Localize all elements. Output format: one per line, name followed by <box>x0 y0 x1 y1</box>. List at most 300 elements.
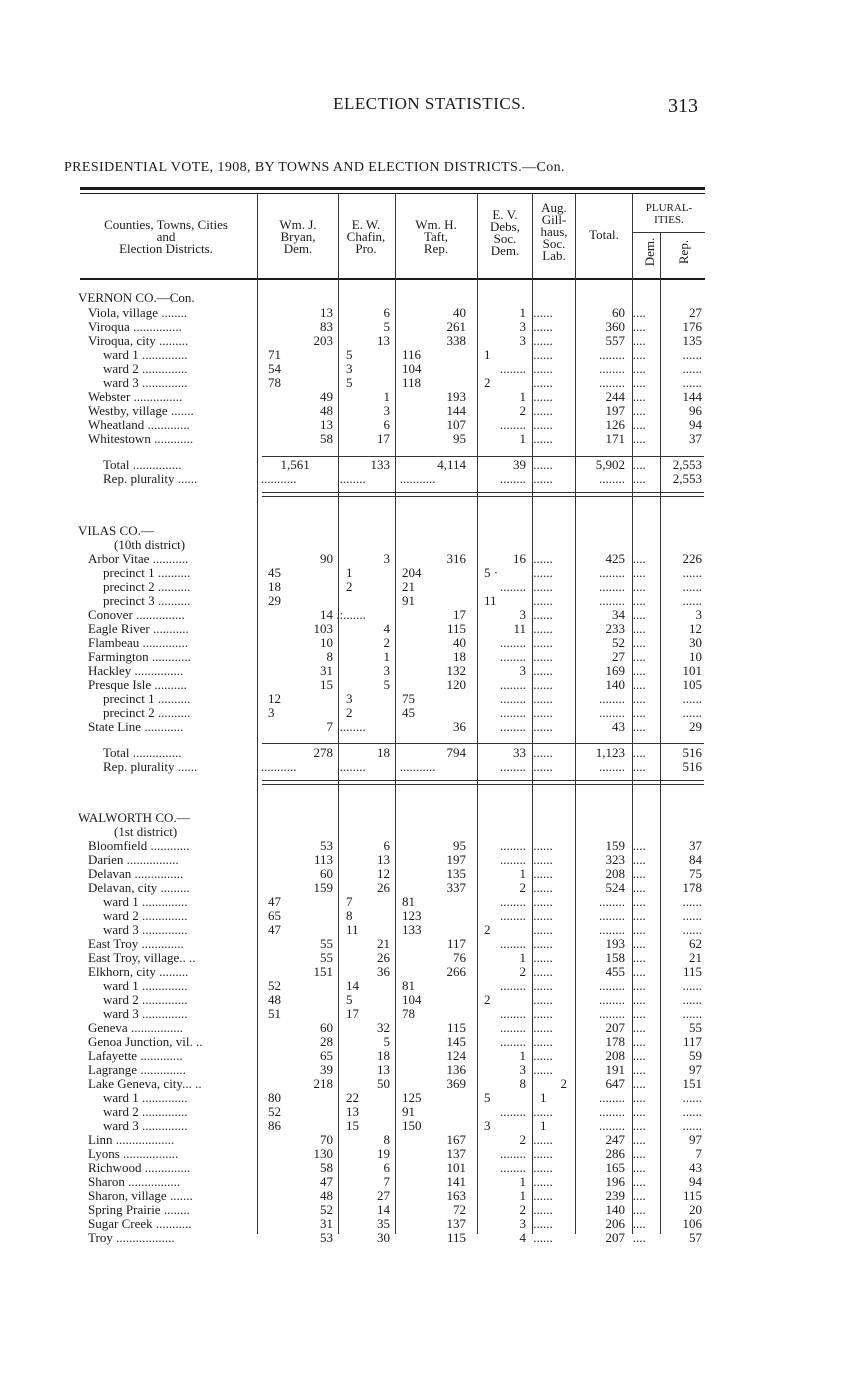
cell-total: ........ <box>599 1104 625 1119</box>
cell-taft: 132 <box>446 663 466 678</box>
cell-pdem: .... <box>632 1104 646 1119</box>
cell-chafin: 5 <box>346 992 353 1007</box>
cell-taft: 118 <box>402 375 422 390</box>
cell-debs: ........ <box>500 1020 526 1035</box>
cell-taft: 104 <box>402 361 422 376</box>
cell-taft: 125 <box>402 1090 422 1105</box>
cell-total: ........ <box>599 759 625 774</box>
cell-chafin: 8 <box>383 1132 390 1147</box>
cell-prep: 96 <box>689 403 702 418</box>
table-row <box>0 692 859 706</box>
row-label: (1st district) <box>114 824 178 839</box>
cell-pdem: .... <box>632 719 646 734</box>
cell-pdem: .... <box>632 880 646 895</box>
cell-total: 524 <box>605 880 625 895</box>
cell-total: 34 <box>612 607 625 622</box>
vilas-total-rule <box>262 743 704 744</box>
cell-taft: 107 <box>446 417 466 432</box>
cell-total: ........ <box>599 471 625 486</box>
cell-bryan: 48 <box>268 992 281 1007</box>
table-row <box>0 979 859 993</box>
page-header <box>0 94 859 118</box>
cell-gill: ...... <box>533 361 553 376</box>
cell-pdem: .... <box>632 1230 646 1245</box>
cell-bryan: 55 <box>320 950 333 965</box>
cell-taft: 101 <box>446 1160 466 1175</box>
cell-prep: ...... <box>682 922 702 937</box>
row-label: ward 1 .............. <box>103 894 188 909</box>
cell-taft: 167 <box>446 1132 466 1147</box>
cell-prep: 97 <box>689 1132 702 1147</box>
cell-gill: ...... <box>533 579 553 594</box>
cell-prep: 516 <box>682 759 702 774</box>
cell-gill: ...... <box>533 593 553 608</box>
cell-gill: ...... <box>533 936 553 951</box>
cell-pdem: .... <box>632 1160 646 1175</box>
cell-pdem: .... <box>632 852 646 867</box>
cell-taft: 21 <box>402 579 415 594</box>
cell-pdem: .... <box>632 593 646 608</box>
cell-pdem: .... <box>632 1076 646 1091</box>
cell-prep: 7 <box>695 1146 702 1161</box>
cell-chafin: 18 <box>377 1048 390 1063</box>
cell-prep: 10 <box>689 649 702 664</box>
cell-gill: ...... <box>533 745 553 760</box>
cell-pdem: .... <box>632 607 646 622</box>
cell-gill: ...... <box>533 649 553 664</box>
cell-chafin: 3 <box>346 361 353 376</box>
cell-taft: 120 <box>446 677 466 692</box>
cell-total: 196 <box>605 1174 625 1189</box>
cell-gill: ...... <box>533 635 553 650</box>
row-label: precinct 2 .......... <box>103 705 191 720</box>
row-label: ward 3 .............. <box>103 922 188 937</box>
cell-taft: 91 <box>402 593 415 608</box>
vernon-double-rule <box>262 492 704 497</box>
header-bryan: Wm. J. Bryan, Dem. <box>279 217 317 256</box>
cell-chafin: 50 <box>377 1076 390 1091</box>
table-row <box>0 458 859 472</box>
cell-total: 360 <box>605 319 625 334</box>
header-chafin: E. W. Chafin, Pro. <box>346 217 386 256</box>
row-label: Total ............... <box>103 457 182 472</box>
cell-gill: ...... <box>533 1146 553 1161</box>
table-row <box>0 881 859 895</box>
table-row <box>0 1077 859 1091</box>
cell-prep: ...... <box>682 579 702 594</box>
cell-prep: 3 <box>695 607 702 622</box>
cell-total: 1,123 <box>595 745 625 760</box>
table-row <box>0 1063 859 1077</box>
cell-prep: 20 <box>689 1202 702 1217</box>
cell-pdem: .... <box>632 361 646 376</box>
cell-taft: 40 <box>453 635 466 650</box>
cell-pdem: .... <box>632 417 646 432</box>
cell-bryan: 1,561 <box>280 457 310 472</box>
cell-debs: 1 <box>519 1188 526 1203</box>
cell-chafin: 26 <box>377 880 390 895</box>
cell-taft: 261 <box>446 319 466 334</box>
cell-debs: 2 <box>519 880 526 895</box>
row-label: Viroqua, city ......... <box>88 333 189 348</box>
row-label: ward 2 .............. <box>103 361 188 376</box>
table-row <box>0 1133 859 1147</box>
cell-chafin: 36 <box>377 964 390 979</box>
cell-debs: 1 <box>519 1174 526 1189</box>
cell-gill: ...... <box>533 922 553 937</box>
page-title: ELECTION STATISTICS. <box>333 94 526 113</box>
cell-gill: ...... <box>533 551 553 566</box>
cell-gill: ...... <box>533 1034 553 1049</box>
table-row <box>0 720 859 734</box>
cell-gill: ...... <box>533 1006 553 1021</box>
cell-pdem: .... <box>632 992 646 1007</box>
cell-debs: ........ <box>500 936 526 951</box>
cell-prep: ...... <box>682 593 702 608</box>
cell-total: ........ <box>599 894 625 909</box>
cell-taft: 150 <box>402 1118 422 1133</box>
row-label: Lyons ................. <box>88 1146 179 1161</box>
table-row <box>0 1147 859 1161</box>
cell-taft: 141 <box>446 1174 466 1189</box>
cell-taft: 266 <box>446 964 466 979</box>
row-label: ward 3 .............. <box>103 1118 188 1133</box>
table-row <box>0 1203 859 1217</box>
cell-chafin: 26 <box>377 950 390 965</box>
cell-gill: ...... <box>533 759 553 774</box>
cell-chafin: 3 <box>383 551 390 566</box>
table-row <box>0 895 859 909</box>
cell-taft: 144 <box>446 403 466 418</box>
cell-gill: ...... <box>533 389 553 404</box>
cell-total: 140 <box>605 1202 625 1217</box>
cell-total: ........ <box>599 992 625 1007</box>
cell-chafin: 133 <box>370 457 390 472</box>
cell-total: ........ <box>599 1090 625 1105</box>
cell-taft: 95 <box>453 431 466 446</box>
table-row <box>0 1189 859 1203</box>
row-label: precinct 1 .......... <box>103 565 191 580</box>
cell-debs: 2 <box>519 1202 526 1217</box>
table-row <box>0 853 859 867</box>
table-row <box>0 909 859 923</box>
cell-gill: ...... <box>533 607 553 622</box>
cell-prep: 115 <box>682 1188 702 1203</box>
table-row <box>0 746 859 760</box>
cell-total: ........ <box>599 565 625 580</box>
table-row <box>0 390 859 404</box>
cell-prep: ...... <box>682 361 702 376</box>
cell-debs: ........ <box>500 1034 526 1049</box>
cell-total: ........ <box>599 1118 625 1133</box>
cell-prep: 516 <box>682 745 702 760</box>
cell-prep: 37 <box>689 431 702 446</box>
row-label: Lake Geneva, city... .. <box>88 1076 202 1091</box>
cell-prep: 57 <box>689 1230 702 1245</box>
cell-gill: ...... <box>533 1048 553 1063</box>
cell-pdem: .... <box>632 705 646 720</box>
cell-debs: 2 <box>519 964 526 979</box>
cell-bryan: 203 <box>313 333 333 348</box>
cell-bryan: 83 <box>320 319 333 334</box>
cell-total: ........ <box>599 705 625 720</box>
cell-total: 207 <box>605 1230 625 1245</box>
cell-pdem: .... <box>632 759 646 774</box>
cell-gill: ...... <box>533 403 553 418</box>
cell-prep: 30 <box>689 635 702 650</box>
cell-taft: ........... <box>399 471 436 486</box>
cell-taft: 78 <box>402 1006 415 1021</box>
cell-taft: 115 <box>446 1020 466 1035</box>
cell-total: 323 <box>605 852 625 867</box>
cell-bryan: 65 <box>268 908 281 923</box>
cell-gill: ...... <box>533 1216 553 1231</box>
cell-pdem: .... <box>632 1062 646 1077</box>
cell-total: 171 <box>605 431 625 446</box>
cell-debs: ........ <box>500 1160 526 1175</box>
cell-bryan: 3 <box>268 705 275 720</box>
cell-pdem: .... <box>632 1174 646 1189</box>
cell-chafin: 11 <box>346 922 359 937</box>
header-rule <box>80 278 705 280</box>
cell-chafin: 22 <box>346 1090 359 1105</box>
cell-prep: ...... <box>682 347 702 362</box>
cell-taft: 124 <box>446 1048 466 1063</box>
cell-gill: ...... <box>533 457 553 472</box>
cell-taft: ........... <box>399 759 436 774</box>
cell-bryan: 103 <box>313 621 333 636</box>
table-row <box>0 839 859 853</box>
row-label: State Line ............ <box>88 719 184 734</box>
table-row <box>0 362 859 376</box>
table-row <box>0 306 859 320</box>
cell-chafin: 30 <box>377 1230 390 1245</box>
cell-pdem: .... <box>632 1006 646 1021</box>
cell-bryan: 53 <box>320 1230 333 1245</box>
cell-chafin: ........ <box>339 471 366 486</box>
cell-taft: 133 <box>402 922 422 937</box>
cell-gill: ...... <box>533 1020 553 1035</box>
cell-total: ........ <box>599 691 625 706</box>
row-label: Wheatland ............. <box>88 417 190 432</box>
cell-total: 208 <box>605 866 625 881</box>
cell-taft: 137 <box>446 1216 466 1231</box>
cell-pdem: .... <box>632 838 646 853</box>
cell-gill: ...... <box>533 992 553 1007</box>
cell-taft: 137 <box>446 1146 466 1161</box>
pluralities-rule <box>633 232 705 233</box>
row-label: Sharon ................ <box>88 1174 181 1189</box>
row-label: Darien ................ <box>88 852 179 867</box>
row-label: Arbor Vitae ........... <box>88 551 189 566</box>
cell-taft: 145 <box>446 1034 466 1049</box>
cell-taft: 116 <box>402 347 422 362</box>
cell-prep: 144 <box>682 389 702 404</box>
top-rule-thin <box>80 193 705 194</box>
cell-pdem: .... <box>632 457 646 472</box>
cell-gill: ...... <box>533 1174 553 1189</box>
cell-pdem: .... <box>632 471 646 486</box>
cell-chafin: 5 <box>383 1034 390 1049</box>
cell-total: 233 <box>605 621 625 636</box>
top-rule-thick <box>80 187 705 190</box>
table-row <box>0 622 859 636</box>
cell-prep: 178 <box>682 880 702 895</box>
row-label: (10th district) <box>114 537 186 552</box>
cell-total: 178 <box>605 1034 625 1049</box>
cell-bryan: 51 <box>268 1006 281 1021</box>
table-row <box>0 432 859 446</box>
cell-total: ........ <box>599 908 625 923</box>
cell-gill: ...... <box>533 1202 553 1217</box>
cell-total: 191 <box>605 1062 625 1077</box>
cell-chafin: ........ <box>339 719 366 734</box>
cell-total: 165 <box>605 1160 625 1175</box>
cell-pdem: .... <box>632 978 646 993</box>
cell-bryan: 29 <box>268 593 281 608</box>
cell-debs: ........ <box>500 635 526 650</box>
cell-prep: 12 <box>689 621 702 636</box>
cell-pdem: .... <box>632 1216 646 1231</box>
cell-total: 247 <box>605 1132 625 1147</box>
cell-chafin: 19 <box>377 1146 390 1161</box>
cell-debs: 2 <box>519 403 526 418</box>
cell-pdem: .... <box>632 1020 646 1035</box>
table-row <box>0 1161 859 1175</box>
cell-bryan: 52 <box>268 978 281 993</box>
cell-gill: ...... <box>533 866 553 881</box>
cell-chafin: 5 <box>383 319 390 334</box>
row-label: Sharon, village ....... <box>88 1188 193 1203</box>
cell-debs: ........ <box>500 677 526 692</box>
cell-prep: ...... <box>682 894 702 909</box>
cell-debs: ........ <box>500 1006 526 1021</box>
cell-gill: ...... <box>533 1188 553 1203</box>
table-row <box>0 1049 859 1063</box>
cell-taft: 193 <box>446 389 466 404</box>
cell-taft: 136 <box>446 1062 466 1077</box>
cell-prep: ...... <box>682 1090 702 1105</box>
cell-debs: 4 <box>519 1230 526 1245</box>
cell-bryan: 53 <box>320 838 333 853</box>
row-label: ward 3 .............. <box>103 375 188 390</box>
cell-total: 647 <box>605 1076 625 1091</box>
cell-total: ........ <box>599 922 625 937</box>
row-label: ward 1 .............. <box>103 347 188 362</box>
table-row <box>0 594 859 608</box>
cell-gill: ...... <box>533 691 553 706</box>
cell-debs: 1 <box>519 950 526 965</box>
cell-gill: ...... <box>533 1104 553 1119</box>
cell-total: 244 <box>605 389 625 404</box>
cell-total: 193 <box>605 936 625 951</box>
cell-chafin: .:....... <box>336 607 366 622</box>
cell-bryan: 54 <box>268 361 281 376</box>
cell-debs: ........ <box>500 417 526 432</box>
cell-taft: 76 <box>453 950 466 965</box>
cell-debs: ........ <box>500 579 526 594</box>
cell-chafin: 5 <box>346 375 353 390</box>
row-label: Farmington ............ <box>88 649 191 664</box>
table-row <box>0 811 859 825</box>
cell-bryan: 278 <box>313 745 333 760</box>
cell-taft: 163 <box>446 1188 466 1203</box>
cell-chafin: 3 <box>346 691 353 706</box>
cell-taft: 36 <box>453 719 466 734</box>
cell-gill: ...... <box>533 347 553 362</box>
cell-debs: ........ <box>500 908 526 923</box>
cell-debs: 3 <box>519 1216 526 1231</box>
row-label: Hackley ............... <box>88 663 184 678</box>
cell-prep: 62 <box>689 936 702 951</box>
cell-total: 286 <box>605 1146 625 1161</box>
table-row <box>0 472 859 486</box>
cell-total: 239 <box>605 1188 625 1203</box>
cell-chafin: 14 <box>346 978 359 993</box>
table-row <box>0 1007 859 1021</box>
cell-bryan: 31 <box>320 1216 333 1231</box>
table-row <box>0 993 859 1007</box>
table-row <box>0 524 859 538</box>
cell-debs: ........ <box>500 719 526 734</box>
cell-taft: 104 <box>402 992 422 1007</box>
cell-debs: 8 <box>519 1076 526 1091</box>
header-counties: Counties, Towns, Cities and Election Districts. <box>104 217 228 256</box>
cell-prep: 21 <box>689 950 702 965</box>
cell-pdem: .... <box>632 347 646 362</box>
cell-chafin: 18 <box>377 745 390 760</box>
cell-chafin: 3 <box>383 663 390 678</box>
cell-debs: ........ <box>500 894 526 909</box>
cell-chafin: 17 <box>346 1006 359 1021</box>
cell-gill: ...... <box>533 880 553 895</box>
cell-chafin: 4 <box>383 621 390 636</box>
cell-debs: ........ <box>500 838 526 853</box>
cell-bryan: 90 <box>320 551 333 566</box>
row-label: Whitestown ............ <box>88 431 194 446</box>
cell-debs: 5 <box>484 1090 491 1105</box>
row-label: Sugar Creek ........... <box>88 1216 192 1231</box>
cell-total: 425 <box>605 551 625 566</box>
cell-total: 5,902 <box>595 457 625 472</box>
cell-gill: ...... <box>533 1230 553 1245</box>
cell-bryan: 12 <box>268 691 281 706</box>
cell-chafin: 7 <box>383 1174 390 1189</box>
table-row <box>0 867 859 881</box>
cell-bryan: 48 <box>320 403 333 418</box>
cell-prep: 106 <box>682 1216 702 1231</box>
cell-gill: ...... <box>533 431 553 446</box>
cell-prep: 151 <box>682 1076 702 1091</box>
cell-taft: 369 <box>446 1076 466 1091</box>
cell-gill: ...... <box>533 838 553 853</box>
row-label: Spring Prairie ........ <box>88 1202 190 1217</box>
cell-taft: 115 <box>446 621 466 636</box>
table-row <box>0 664 859 678</box>
row-label: ward 2 .............. <box>103 908 188 923</box>
table-row <box>0 650 859 664</box>
cell-prep: ...... <box>682 1118 702 1133</box>
cell-bryan: 47 <box>320 1174 333 1189</box>
cell-bryan: 58 <box>320 431 333 446</box>
row-label: Richwood .............. <box>88 1160 191 1175</box>
table-row <box>0 1119 859 1133</box>
row-label: Rep. plurality ...... <box>103 471 198 486</box>
cell-debs: ........ <box>500 1146 526 1161</box>
table-row <box>0 566 859 580</box>
cell-bryan: 15 <box>320 677 333 692</box>
cell-prep: ...... <box>682 565 702 580</box>
